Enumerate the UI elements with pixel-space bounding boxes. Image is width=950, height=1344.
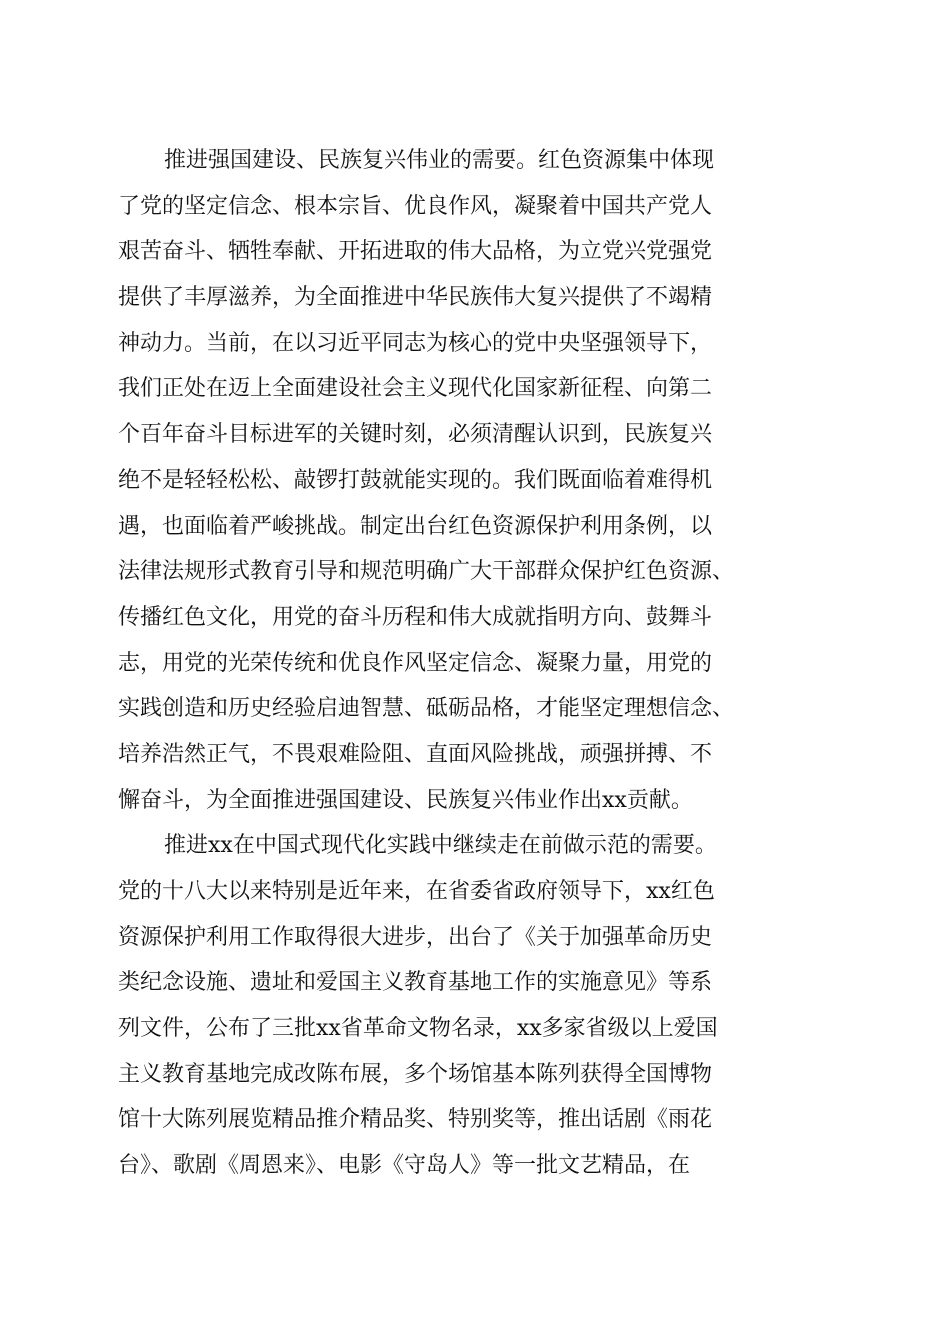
text-line: 推进强国建设、民族复兴伟业的需要。红色资源集中体现 [164,148,715,173]
text-line: 馆十大陈列展览精品推介精品奖、特别奖等，推出话剧《雨花 [118,1107,713,1133]
text-line: 绝不是轻轻松松、敲锣打鼓就能实现的。我们既面临着难得机 [118,467,713,493]
text-line: 资源保护利用工作取得很大进步，出台了《关于加强革命历史 [118,924,713,950]
text-line: 提供了丰厚滋养，为全面推进中华民族伟大复兴提供了不竭精 [118,285,713,311]
paragraph-2 [118,823,848,1189]
text-line: 神动力。当前，在以习近平同志为核心的党中央坚强领导下， [118,330,713,356]
text-line: 台》、歌剧《周恩来》、电影《守岛人》等一批文艺精品，在 [118,1153,691,1179]
text-line: 党的十八大以来特别是近年来，在省委省政府领导下，xx红色 [118,879,715,904]
text-line: 艰苦奋斗、牺牲奉献、开拓进取的伟大品格，为立党兴党强党 [118,239,713,265]
text-line: 类纪念设施、遗址和爱国主义教育基地工作的实施意见》等系 [118,970,713,996]
text-line: 法律法规形式教育引导和规范明确广大干部群众保护红色资源、 [118,559,735,585]
text-line: 传播红色文化，用党的奋斗历程和伟大成就指明方向、鼓舞斗 [118,604,713,630]
text-line: 了党的坚定信念、根本宗旨、优良作风，凝聚着中国共产党人 [118,193,713,219]
text-line: 志，用党的光荣传统和优良作风坚定信念、凝聚力量，用党的 [118,650,713,676]
paragraph-1 [118,138,848,823]
text-line: 培养浩然正气，不畏艰难险阻、直面风险挑战，顽强拼搏、不 [118,741,713,767]
text-line: 个百年奋斗目标进军的关键时刻，必须清醒认识到，民族复兴 [118,422,713,448]
text-line: 懈奋斗，为全面推进强国建设、民族复兴伟业作出xx贡献。 [118,787,693,813]
text-line: 我们正处在迈上全面建设社会主义现代化国家新征程、向第二 [118,376,713,402]
body-text [118,138,848,1189]
text-line: 推进xx在中国式现代化实践中继续走在前做示范的需要。 [164,833,717,859]
text-line: 列文件，公布了三批xx省革命文物名录，xx多家省级以上爱国 [118,1016,718,1042]
text-line: 主义教育基地完成改陈布展，多个场馆基本陈列获得全国博物 [118,1061,713,1087]
text-line: 实践创造和历史经验启迪智慧、砥砺品格，才能坚定理想信念、 [118,696,735,722]
text-line: 遇，也面临着严峻挑战。制定出台红色资源保护利用条例，以 [118,513,713,539]
